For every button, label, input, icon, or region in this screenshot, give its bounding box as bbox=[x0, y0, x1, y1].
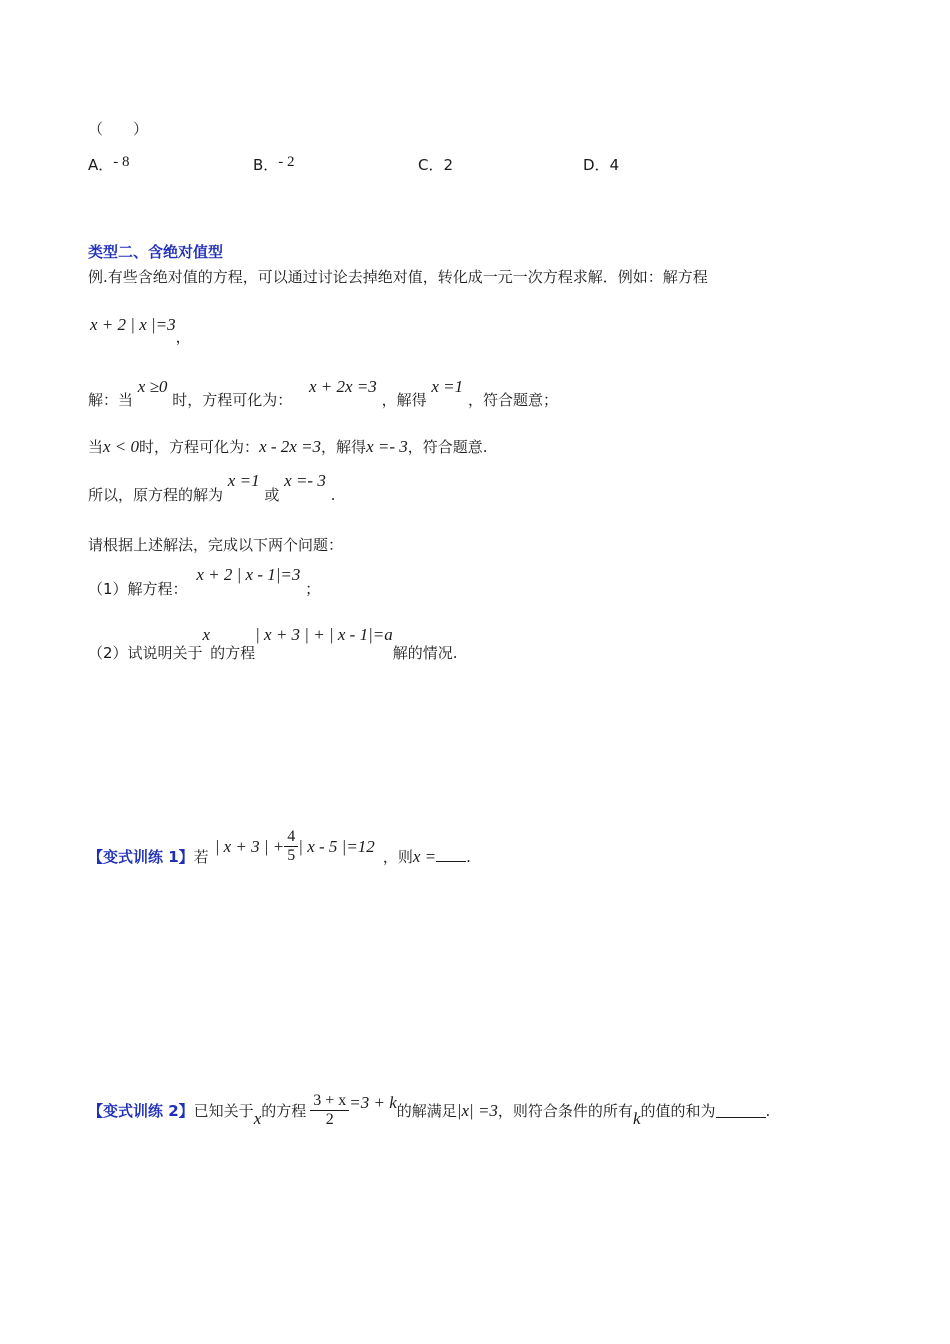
variable: k bbox=[632, 1108, 641, 1128]
text: 的值的和为 bbox=[640, 1102, 716, 1120]
solution-line-1 bbox=[88, 376, 558, 409]
equation: =3 + k bbox=[349, 1092, 397, 1112]
text: 时，方程可化为： bbox=[139, 438, 260, 456]
text: 解：当 bbox=[88, 391, 134, 409]
text: 的方程 bbox=[261, 1102, 307, 1120]
answer-blank[interactable] bbox=[716, 1103, 766, 1118]
option-value: 4 bbox=[609, 156, 620, 174]
example-equation bbox=[90, 314, 191, 346]
text: 时，方程可化为： bbox=[172, 391, 293, 409]
text: ； bbox=[305, 580, 321, 598]
variant-tag: 【变式训练 2】 bbox=[88, 1102, 194, 1120]
text: 当 bbox=[88, 438, 104, 456]
text: 若 bbox=[193, 848, 209, 866]
fraction bbox=[310, 1092, 349, 1129]
solution-line-2 bbox=[88, 436, 488, 457]
equation: x + 2 | x - 1|=3 bbox=[196, 565, 301, 584]
text: （2）试说明关于 bbox=[88, 644, 203, 662]
equation: x = bbox=[412, 846, 437, 866]
equation: x + 2 | x |=3 bbox=[90, 315, 176, 334]
text: ，解得 bbox=[381, 391, 427, 409]
text: ，则 bbox=[382, 848, 413, 866]
text: ，解得 bbox=[321, 438, 367, 456]
result: x =- 3 bbox=[284, 471, 326, 490]
variant-2 bbox=[88, 1092, 770, 1129]
variable: x bbox=[202, 625, 211, 644]
prompt: 请根据上述解法，完成以下两个问题： bbox=[88, 536, 344, 554]
result: x =1 bbox=[227, 471, 260, 490]
option-value: 2 bbox=[443, 156, 454, 174]
option-b bbox=[253, 154, 295, 175]
fraction bbox=[284, 828, 298, 865]
fraction-numerator: 3 + x bbox=[310, 1092, 349, 1111]
result: x =- 3 bbox=[366, 437, 408, 456]
condition: x < 0 bbox=[103, 437, 140, 456]
question-2 bbox=[88, 624, 458, 662]
text: ，符合题意； bbox=[467, 391, 558, 409]
solution-line-3 bbox=[88, 470, 336, 504]
answer-blank[interactable] bbox=[436, 847, 466, 862]
equation: x + 2x =3 bbox=[309, 377, 377, 396]
text: 的解满足 bbox=[396, 1102, 457, 1120]
question-paren: （ ） bbox=[88, 120, 149, 138]
option-c bbox=[418, 154, 453, 175]
option-value: - 2 bbox=[278, 154, 295, 170]
equation: x - 2x =3 bbox=[259, 437, 322, 456]
option-a bbox=[88, 154, 130, 175]
equation: |x| =3 bbox=[456, 1100, 498, 1120]
equation: | x + 3 | + bbox=[214, 836, 285, 856]
text: 解的情况. bbox=[392, 644, 458, 662]
equation: | x - 5 |=12 bbox=[298, 836, 375, 856]
option-label: A． bbox=[88, 156, 114, 174]
variant-tag: 【变式训练 1】 bbox=[88, 848, 194, 866]
text: 已知关于 bbox=[193, 1102, 254, 1120]
option-d bbox=[583, 154, 619, 175]
text: . bbox=[765, 1101, 771, 1120]
text: . bbox=[466, 847, 471, 866]
result: x =1 bbox=[431, 377, 464, 396]
comma: ， bbox=[175, 328, 191, 346]
equation: | x + 3 | + | x - 1|=a bbox=[255, 625, 393, 644]
option-label: D． bbox=[583, 156, 610, 174]
option-label: B． bbox=[253, 156, 279, 174]
fraction-numerator: 4 bbox=[284, 828, 298, 847]
text: ，符合题意. bbox=[407, 438, 488, 456]
variable: x bbox=[253, 1108, 262, 1128]
text: ，则符合条件的所有 bbox=[497, 1102, 633, 1120]
section-heading: 类型二、含绝对值型 bbox=[88, 243, 224, 261]
option-label: C． bbox=[418, 156, 444, 174]
option-value: - 8 bbox=[113, 154, 130, 170]
text: . bbox=[330, 486, 336, 504]
question-1 bbox=[88, 564, 321, 598]
text: 所以，原方程的解为 bbox=[88, 486, 224, 504]
fraction-denominator: 2 bbox=[325, 1111, 334, 1128]
text: （1）解方程： bbox=[88, 580, 188, 598]
variant-1 bbox=[88, 828, 471, 865]
text: 或 bbox=[264, 486, 280, 504]
text: 的方程 bbox=[210, 644, 256, 662]
fraction-denominator: 5 bbox=[287, 847, 296, 864]
section-intro: 例.有些含绝对值的方程，可以通过讨论去掉绝对值，转化成一元一次方程求解．例如：解方程 bbox=[88, 268, 708, 286]
condition: x ≥0 bbox=[137, 377, 168, 396]
